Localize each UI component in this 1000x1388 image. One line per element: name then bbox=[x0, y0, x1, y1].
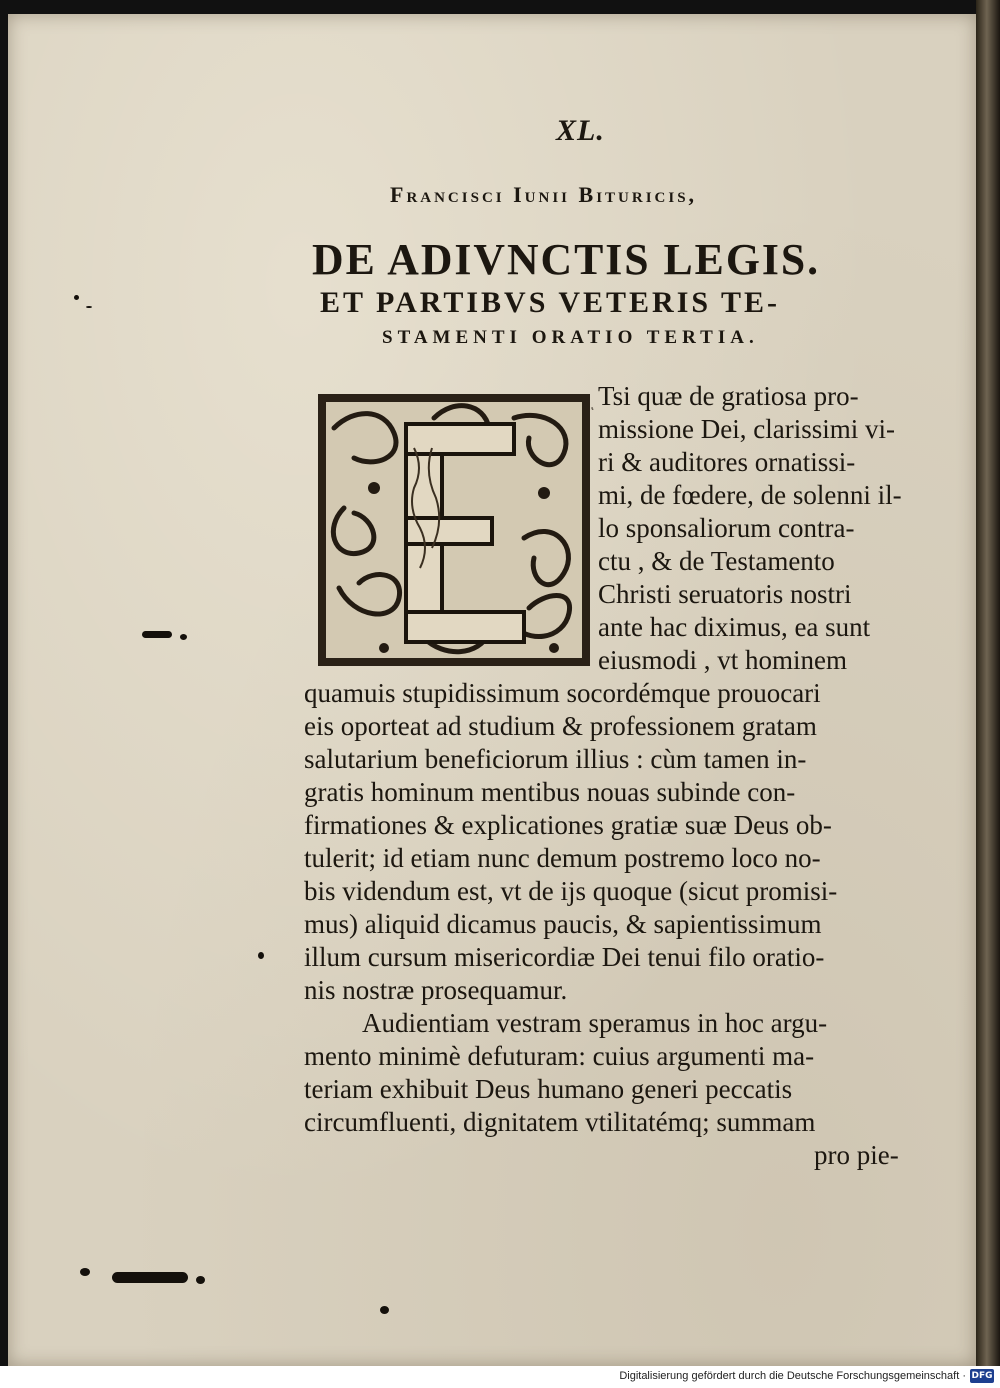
text-line: mento minimè defuturam: cuius argumenti ma- bbox=[304, 1041, 815, 1071]
text-line: Christi seruatoris nostri bbox=[598, 579, 852, 609]
text-line: mus) aliquid dicamus paucis, & sapientissimum bbox=[304, 909, 822, 939]
footer-credit: Digitalisierung gefördert durch die Deutsche Forschungsgemeinschaft · bbox=[619, 1370, 966, 1382]
ink-mark bbox=[86, 306, 92, 308]
ink-mark bbox=[258, 952, 264, 959]
ink-mark bbox=[196, 1276, 205, 1284]
title-line-3: STAMENTI ORATIO TERTIA. bbox=[382, 327, 759, 348]
text-line: Tsi quæ de gratiosa pro- bbox=[598, 381, 859, 411]
text-line: eiusmodi , vt hominem bbox=[598, 645, 847, 675]
book-binding-edge bbox=[976, 0, 1000, 1388]
title-line-2: ET PARTIBVS VETERIS TE- bbox=[320, 286, 781, 319]
text-line: illum cursum misericordiæ Dei tenui filo oratio- bbox=[304, 942, 825, 972]
text-line: salutarium beneficiorum illius : cùm tamen in- bbox=[304, 744, 807, 774]
title-line-1: DE ADIVNCTIS LEGIS. bbox=[312, 235, 821, 284]
text-line: quamuis stupidissimum socordémque prouocari bbox=[304, 678, 821, 708]
ink-mark bbox=[380, 1306, 389, 1314]
text-line: eis oporteat ad studium & professionem gratam bbox=[304, 711, 817, 741]
text-line: circumfluenti, dignitatem vtilitatémq; summam bbox=[304, 1107, 816, 1137]
text-line: nis nostræ prosequamur. bbox=[304, 975, 568, 1005]
text-line: mi, de fœdere, de solenni il- bbox=[598, 480, 902, 510]
book-page bbox=[8, 14, 976, 1366]
ink-mark bbox=[80, 1268, 90, 1276]
text-line: ante hac diximus, ea sunt bbox=[598, 612, 871, 642]
folio-number: XL. bbox=[556, 114, 605, 147]
ink-mark bbox=[74, 295, 79, 300]
text-line: ctu , & de Testamento bbox=[598, 546, 835, 576]
text-line: teriam exhibuit Deus humano generi peccatis bbox=[304, 1074, 793, 1104]
dfg-logo-icon: DFG bbox=[971, 1371, 993, 1381]
decorated-initial-woodcut bbox=[314, 388, 606, 674]
text-line: firmationes & explicationes gratiæ suæ Deus ob- bbox=[304, 810, 832, 840]
text-line: ri & auditores ornatissi- bbox=[598, 447, 856, 477]
text-line: pro pie- bbox=[814, 1140, 899, 1170]
text-line: bis videndum est, vt de ijs quoque (sicut promisi- bbox=[304, 876, 838, 906]
text-line: tulerit; id etiam nunc demum postremo loco no- bbox=[304, 843, 821, 873]
ink-mark bbox=[112, 1272, 188, 1283]
ink-mark bbox=[142, 631, 172, 638]
text-line: Audientiam vestram speramus in hoc argu- bbox=[362, 1008, 828, 1038]
author-heading: Francisci Iunii Bituricis, bbox=[390, 182, 698, 207]
ink-mark bbox=[180, 634, 187, 640]
text-line: lo sponsaliorum contra- bbox=[598, 513, 855, 543]
svg-text:ͺ: ͺ bbox=[590, 393, 596, 410]
text-line: missione Dei, clarissimi vi- bbox=[598, 414, 895, 444]
text-line: gratis hominum mentibus nouas subinde con- bbox=[304, 777, 796, 807]
